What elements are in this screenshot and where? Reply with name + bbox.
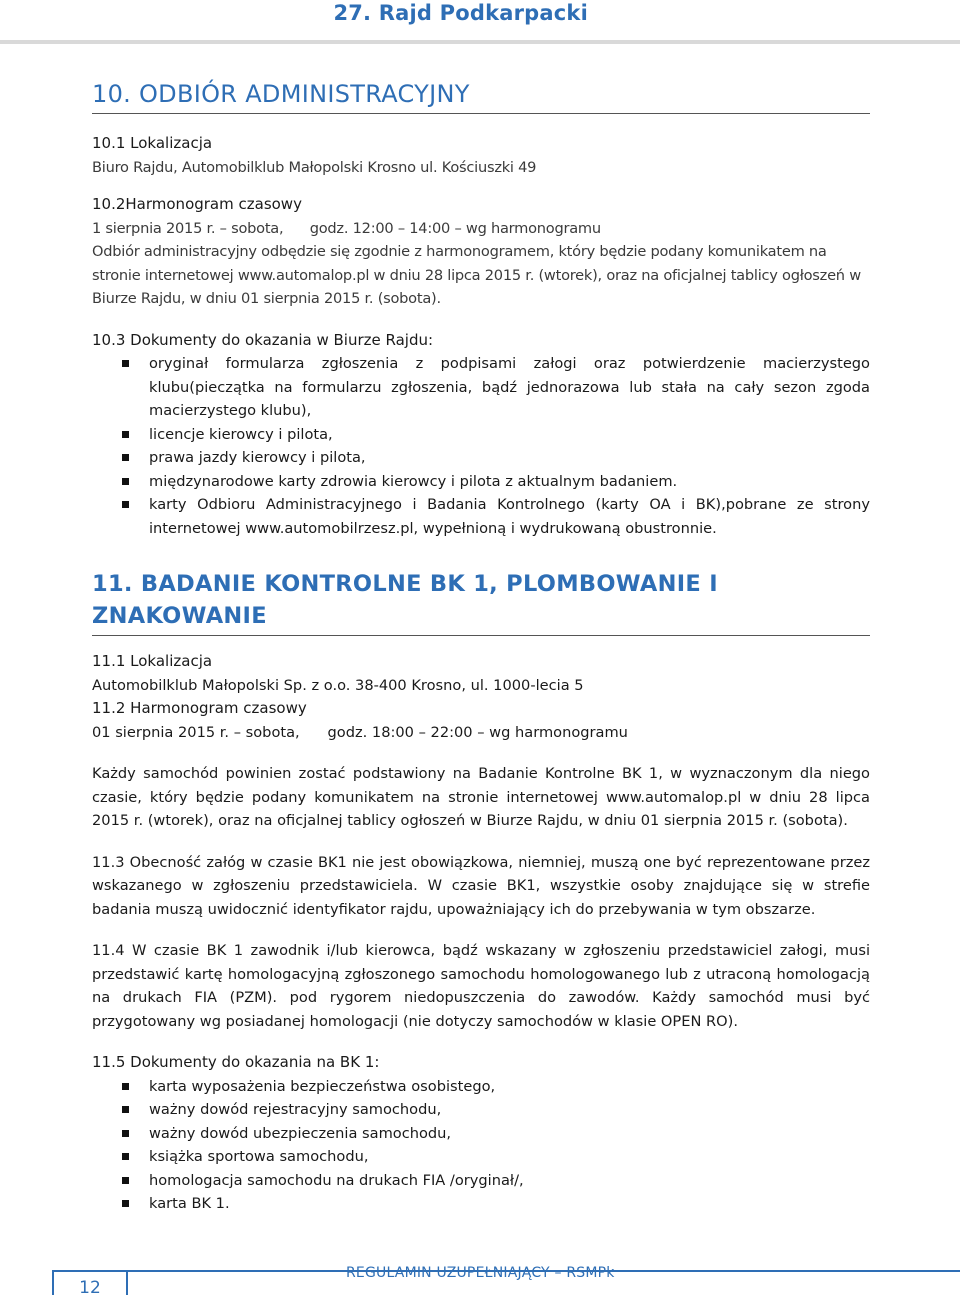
list-item: międzynarodowe karty zdrowia kierowcy i pilota z aktualnym badaniem.: [92, 470, 870, 494]
s10-location-text: Biuro Rajdu, Automobilklub Małopolski Krosno ul. Kościuszki 49: [92, 158, 537, 176]
list-item: oryginał formularza zgłoszenia z podpisami załogi oraz potwierdzenie macierzystego klubu(pieczątka na formularzu zgłoszenia, bądź jednorazowa lub stała na cały sezon zgoda macierzystego klubu),: [92, 352, 870, 423]
s11-location-title: 11.1 Lokalizacja: [92, 652, 213, 670]
s11-schedule-line: 01 sierpnia 2015 r. – sobota, godz. 18:00 – 22:00 – wg harmonogramu: [92, 723, 628, 741]
list-item: ważny dowód rejestracyjny samochodu,: [92, 1098, 870, 1122]
s11-schedule-title: 11.2 Harmonogram czasowy: [92, 699, 307, 717]
s11-paragraph-3: 11.4 W czasie BK 1 zawodnik i/lub kierowca, bądź wskazany w zgłoszeniu przedstawiciel załogi, musi przedstawić kartę homologacyjną zgłoszonego samochodu homologowanego lub z utraconą homologacją na drukach FIA (PZM). pod rygorem niedopuszczenia do zawodów. Każdy samochód musi być przygotowany wg posiadanej homologacji (nie dotyczy samochodów w klasie OPEN RO).: [92, 942, 870, 1030]
s11-paragraph-2: 11.3 Obecność załóg w czasie BK1 nie jest obowiązkowa, niemniej, muszą one być reprezentowane przez wskazanego w zgłoszeniu przedstawiciela. W czasie BK1, wszystkie osoby znajdujące się w strefie badania muszą uwidocznić identyfikator rajdu, upoważniający ich do przebywania w tym obszarze.: [92, 853, 870, 918]
page-content: [92, 78, 870, 1216]
list-item: licencje kierowcy i pilota,: [92, 423, 870, 447]
s11-documents-list: [92, 1075, 870, 1216]
section-11-heading: 11. BADANIE KONTROLNE BK 1, PLOMBOWANIE I ZNAKOWANIE: [92, 568, 870, 636]
s11-paragraph-1: Każdy samochód powinien zostać podstawiony na Badanie Kontrolne BK 1, w wyznaczonym dla niego czasie, który będzie podany komunikatem na stronie internetowej www.automalop.pl w dniu 28 lipca 2015 r. (wtorek), oraz na oficjalnej tablicy ogłoszeń w Biurze Rajdu, w dniu 01 sierpnia 2015 r. (sobota).: [92, 765, 870, 829]
list-item: książka sportowa samochodu,: [92, 1145, 870, 1169]
s10-schedule-line: 1 sierpnia 2015 r. – sobota, godz. 12:00 – 14:00 – wg harmonogramu: [92, 219, 601, 237]
list-item: karta wyposażenia bezpieczeństwa osobistego,: [92, 1075, 870, 1099]
s10-documents-list: [92, 352, 870, 540]
section-10-heading: 10. ODBIÓR ADMINISTRACYJNY: [92, 78, 870, 114]
footer-text: REGULAMIN UZUPEŁNIAJĄCY – RSMPk: [346, 1265, 615, 1281]
s10-documents-title: 10.3 Dokumenty do okazania w Biurze Rajdu:: [92, 330, 434, 349]
list-item: homologacja samochodu na drukach FIA /oryginał/,: [92, 1169, 870, 1193]
header-divider: [0, 40, 960, 44]
s10-schedule-title: 10.2Harmonogram czasowy: [92, 195, 302, 213]
list-item: prawa jazdy kierowcy i pilota,: [92, 446, 870, 470]
list-item: karty Odbioru Administracyjnego i Badania Kontrolnego (karty OA i BK),pobrane ze strony internetowej www.automobilrzesz.pl, wypełnioną i wydrukowaną obustronnie.: [92, 493, 870, 540]
s10-location-title: 10.1 Lokalizacja: [92, 134, 213, 152]
list-item: ważny dowód ubezpieczenia samochodu,: [92, 1122, 870, 1146]
page-number: 12: [52, 1270, 128, 1295]
list-item: karta BK 1.: [92, 1192, 870, 1216]
s11-documents-title: 11.5 Dokumenty do okazania na BK 1:: [92, 1053, 380, 1071]
s10-schedule-text: Odbiór administracyjny odbędzie się zgodnie z harmonogramem, który będzie podany komunikatem na stronie internetowej www.automalop.pl w dniu 28 lipca 2015 r. (wtorek), oraz na oficjalnej tablicy ogłoszeń w Biurze Rajdu, w dniu 01 sierpnia 2015 r. (sobota).: [92, 243, 861, 307]
s11-location-text: Automobilklub Małopolski Sp. z o.o. 38-400 Krosno, ul. 1000-lecia 5: [92, 676, 584, 694]
document-header-title: 27. Rajd Podkarpacki: [333, 1, 588, 25]
